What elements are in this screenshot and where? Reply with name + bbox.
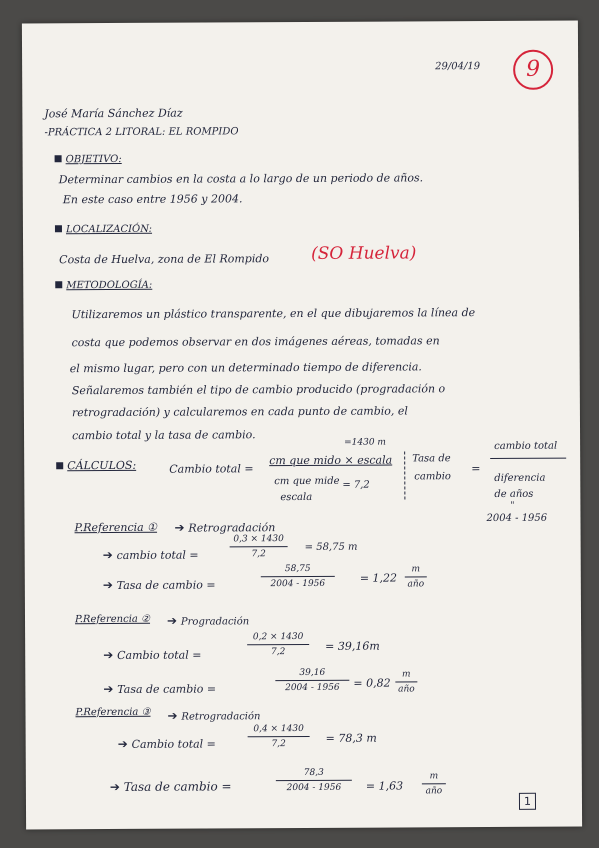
metodologia-line-6: cambio total y la tasa de cambio.	[72, 428, 256, 443]
arrow-right-icon: ➔	[166, 613, 181, 628]
arrow-right-icon: ➔	[167, 708, 182, 723]
date: 29/04/19	[435, 61, 481, 73]
arrow-right-icon: ➔	[117, 736, 132, 751]
author-name: José María Sánchez Díaz	[44, 106, 183, 121]
objetivo-heading: OBJETIVO:	[55, 154, 122, 165]
ref3-tc: ➔ Tasa de cambio =	[109, 779, 232, 795]
ref3-ct-fraction: 0,4 × 1430 7,2	[248, 724, 310, 749]
ref3-ct-result: = 78,3 m	[325, 731, 377, 745]
ref2-tc: ➔ Tasa de cambio =	[103, 681, 217, 697]
ref3-unit: m año	[422, 771, 446, 796]
bullet-square-icon	[55, 155, 62, 162]
cambio-total-numerator: cm que mido × escala	[269, 453, 393, 468]
ref1-title: P.Referencia ①	[74, 520, 158, 535]
tasa-label-2: cambio	[414, 471, 451, 483]
notebook-page	[22, 21, 582, 830]
divider-dashed	[404, 451, 405, 499]
localizacion-note: (SO Huelva)	[311, 243, 417, 264]
tasa-den-2: de años	[494, 488, 534, 500]
ref3-type: ➔ Retrogradación	[167, 708, 261, 723]
tasa-den-1: diferencia	[494, 472, 546, 484]
cambio-total-label: Cambio total =	[169, 462, 254, 476]
ref1-tc: ➔ Tasa de cambio =	[102, 577, 216, 593]
ref2-ct-result: = 39,16m	[325, 639, 380, 653]
tasa-fraction-bar	[490, 458, 566, 459]
ref2-title: P.Referencia ②	[74, 613, 151, 626]
localizacion-text: Costa de Huelva, zona de El Rompido	[59, 252, 270, 267]
ref1-ct-fraction: 0,3 × 1430 7,2	[230, 534, 288, 559]
ref2-tc-fraction: 39,16 2004 - 1956	[275, 668, 349, 693]
objetivo-line-1: Determinar cambios en la costa a lo largo de un periodo de años.	[58, 171, 424, 187]
years-mark: "	[510, 500, 515, 511]
ref2-unit: m año	[395, 669, 417, 694]
ref2-ct: ➔ Cambio total =	[103, 647, 202, 663]
ref3-title: P.Referencia ③	[75, 706, 151, 719]
escala-note: =1430 m	[344, 437, 386, 448]
arrow-right-icon: ➔	[103, 681, 118, 697]
tasa-numerator: cambio total	[494, 440, 558, 452]
ref1-ct-result: = 58,75 m	[304, 541, 358, 553]
page-circle-number: 9	[513, 50, 553, 90]
tasa-label-1: Tasa de	[412, 453, 451, 465]
practice-title: -PRÁCTICA 2 LITORAL: EL ROMPIDO	[44, 126, 239, 139]
arrow-right-icon: ➔	[174, 520, 189, 535]
cambio-total-denominator: cm que mide	[274, 475, 340, 488]
ref1-tc-fraction: 58,75 2004 - 1956	[261, 564, 335, 589]
bullet-square-icon	[55, 225, 62, 232]
ref1-ct: ➔ cambio total =	[102, 547, 199, 563]
page-number: 1	[519, 793, 536, 810]
ref2-ct-fraction: 0,2 × 1430 7,2	[247, 632, 309, 657]
ref3-ct: ➔ Cambio total =	[117, 736, 216, 751]
ref1-tc-result: = 1,22	[359, 571, 398, 585]
calculos-heading: CÁLCULOS:	[56, 459, 136, 472]
arrow-right-icon: ➔	[109, 779, 124, 795]
bullet-square-icon	[56, 462, 63, 469]
ref2-tc-result: = 0,82	[353, 676, 391, 690]
localizacion-heading: LOCALIZACIÓN:	[55, 224, 152, 236]
arrow-right-icon: ➔	[102, 547, 117, 563]
ref2-type: ➔ Progradación	[166, 613, 250, 628]
arrow-right-icon: ➔	[102, 577, 117, 593]
metodologia-line-5: retrogradación) y calcularemos en cada punto de cambio, el	[71, 404, 408, 420]
years: 2004 - 1956	[486, 512, 548, 525]
ref1-type: ➔ Retrogradación	[174, 520, 276, 535]
objetivo-line-2: En este caso entre 1956 y 2004.	[62, 192, 243, 207]
metodologia-heading: METODOLOGÍA:	[55, 280, 152, 292]
bullet-square-icon	[55, 281, 62, 288]
tasa-equals: =	[471, 462, 481, 476]
ref1-unit: m año	[405, 564, 427, 589]
arrow-right-icon: ➔	[103, 647, 118, 663]
ref3-tc-fraction: 78,3 2004 - 1956	[276, 768, 352, 793]
metodologia-line-3: el mismo lugar, pero con un determinado tiempo de diferencia.	[69, 360, 422, 376]
metodologia-line-1: Utilizaremos un plástico transparente, en el que dibujaremos la línea de	[71, 306, 476, 322]
cambio-total-den-value: = 7,2	[342, 479, 370, 491]
metodologia-line-4: Señalaremos también el tipo de cambio producido (progradación o	[71, 382, 446, 398]
cambio-total-escala: escala	[280, 491, 313, 504]
ref3-tc-result: = 1,63	[365, 779, 404, 793]
metodologia-line-2: costa que podemos observar en dos imágenes aéreas, tomadas en	[71, 334, 440, 350]
